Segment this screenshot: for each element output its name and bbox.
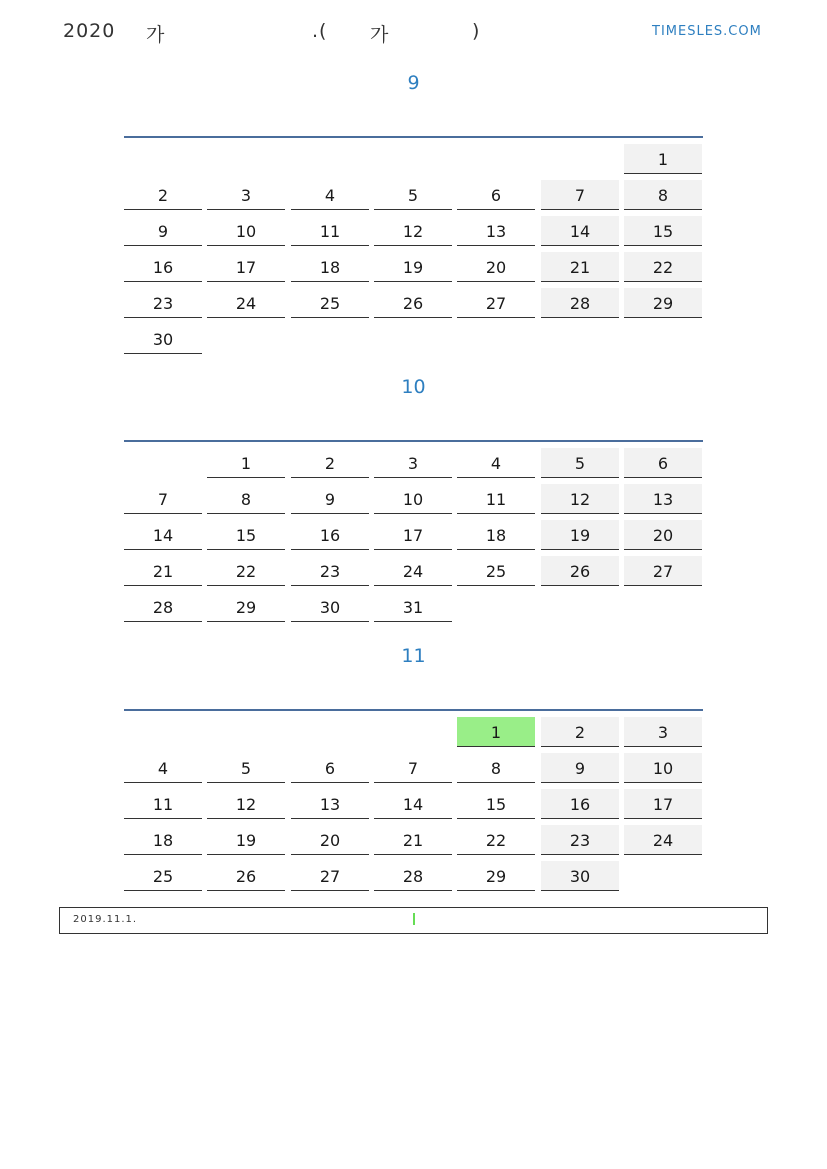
day-cell[interactable]: 5 [374,180,452,210]
day-cell[interactable]: 8 [624,180,702,210]
day-cell[interactable]: 20 [291,825,369,855]
day-cell[interactable]: 29 [457,861,535,891]
day-cell[interactable]: 18 [457,520,535,550]
day-cell[interactable]: 2 [541,717,619,747]
day-cell[interactable]: 9 [541,753,619,783]
day-cell[interactable]: 25 [124,861,202,891]
day-cell[interactable]: 14 [374,789,452,819]
divider [124,440,703,442]
day-cell[interactable]: 1 [207,448,285,478]
day-cell[interactable]: 10 [624,753,702,783]
day-cell[interactable]: 12 [374,216,452,246]
day-cell[interactable]: 11 [457,484,535,514]
day-cell[interactable]: 2 [124,180,202,210]
day-cell[interactable]: 27 [624,556,702,586]
day-cell[interactable]: 30 [124,324,202,354]
day-cell[interactable]: 8 [207,484,285,514]
day-cell[interactable]: 23 [291,556,369,586]
day-cell-today[interactable]: 1 [457,717,535,747]
day-cell[interactable]: 15 [457,789,535,819]
divider [124,136,703,138]
divider [124,709,703,711]
day-cell[interactable]: 15 [624,216,702,246]
day-cell[interactable]: 10 [374,484,452,514]
day-cell[interactable]: 22 [207,556,285,586]
day-cell[interactable]: 12 [541,484,619,514]
footer-marker [413,913,415,925]
day-cell[interactable]: 19 [207,825,285,855]
day-cell[interactable]: 22 [457,825,535,855]
footer-bar [59,907,768,934]
month-title: 9 [407,72,420,94]
day-cell[interactable]: 26 [207,861,285,891]
footer-date: 2019.11.1. [73,914,138,925]
day-cell[interactable]: 7 [374,753,452,783]
day-cell[interactable]: 13 [457,216,535,246]
day-cell[interactable]: 18 [124,825,202,855]
header-punctuation: ) [472,20,481,42]
day-cell[interactable]: 15 [207,520,285,550]
header-year: 2020 [63,20,116,42]
day-cell[interactable]: 1 [624,144,702,174]
day-cell[interactable]: 17 [374,520,452,550]
day-cell[interactable]: 22 [624,252,702,282]
day-cell[interactable]: 3 [624,717,702,747]
day-cell[interactable]: 14 [541,216,619,246]
day-cell[interactable]: 27 [291,861,369,891]
day-cell[interactable]: 4 [457,448,535,478]
day-cell[interactable]: 13 [291,789,369,819]
day-cell[interactable]: 11 [124,789,202,819]
day-cell[interactable]: 23 [124,288,202,318]
day-cell[interactable]: 10 [207,216,285,246]
day-cell[interactable]: 5 [541,448,619,478]
day-cell[interactable]: 20 [624,520,702,550]
day-cell[interactable]: 3 [207,180,285,210]
day-cell[interactable]: 30 [291,592,369,622]
day-cell[interactable]: 24 [374,556,452,586]
day-cell[interactable]: 27 [457,288,535,318]
header-text: 가 [146,24,166,46]
day-cell[interactable]: 28 [124,592,202,622]
day-cell[interactable]: 16 [541,789,619,819]
day-cell[interactable]: 13 [624,484,702,514]
day-cell[interactable]: 6 [457,180,535,210]
day-cell[interactable]: 19 [541,520,619,550]
month-title: 11 [401,645,426,667]
day-cell[interactable]: 28 [541,288,619,318]
day-cell[interactable]: 18 [291,252,369,282]
day-cell[interactable]: 8 [457,753,535,783]
day-cell[interactable]: 29 [624,288,702,318]
day-cell[interactable]: 9 [124,216,202,246]
day-cell[interactable]: 17 [624,789,702,819]
day-cell[interactable]: 25 [291,288,369,318]
day-cell[interactable]: 17 [207,252,285,282]
day-cell[interactable]: 16 [291,520,369,550]
day-cell[interactable]: 26 [541,556,619,586]
day-cell[interactable]: 24 [624,825,702,855]
day-cell[interactable]: 24 [207,288,285,318]
day-cell[interactable]: 4 [124,753,202,783]
header-punctuation: .( [312,20,328,42]
day-cell[interactable]: 21 [124,556,202,586]
day-cell[interactable]: 12 [207,789,285,819]
day-cell[interactable]: 31 [374,592,452,622]
day-cell[interactable]: 3 [374,448,452,478]
day-cell[interactable]: 2 [291,448,369,478]
day-cell[interactable]: 6 [624,448,702,478]
day-cell[interactable]: 21 [374,825,452,855]
day-cell[interactable]: 19 [374,252,452,282]
day-cell[interactable]: 21 [541,252,619,282]
day-cell[interactable]: 6 [291,753,369,783]
day-cell[interactable]: 29 [207,592,285,622]
day-cell[interactable]: 11 [291,216,369,246]
day-cell[interactable]: 9 [291,484,369,514]
day-cell[interactable]: 16 [124,252,202,282]
day-cell[interactable]: 23 [541,825,619,855]
day-cell[interactable]: 30 [541,861,619,891]
month-title: 10 [401,376,426,398]
header-text: 가 [370,24,390,46]
day-cell[interactable]: 14 [124,520,202,550]
day-cell[interactable]: 7 [541,180,619,210]
day-cell[interactable]: 28 [374,861,452,891]
day-cell[interactable]: 5 [207,753,285,783]
day-cell[interactable]: 4 [291,180,369,210]
day-cell[interactable]: 26 [374,288,452,318]
day-cell[interactable]: 25 [457,556,535,586]
day-cell[interactable]: 7 [124,484,202,514]
day-cell[interactable]: 20 [457,252,535,282]
site-link[interactable]: TIMESLES.COM [652,24,762,39]
